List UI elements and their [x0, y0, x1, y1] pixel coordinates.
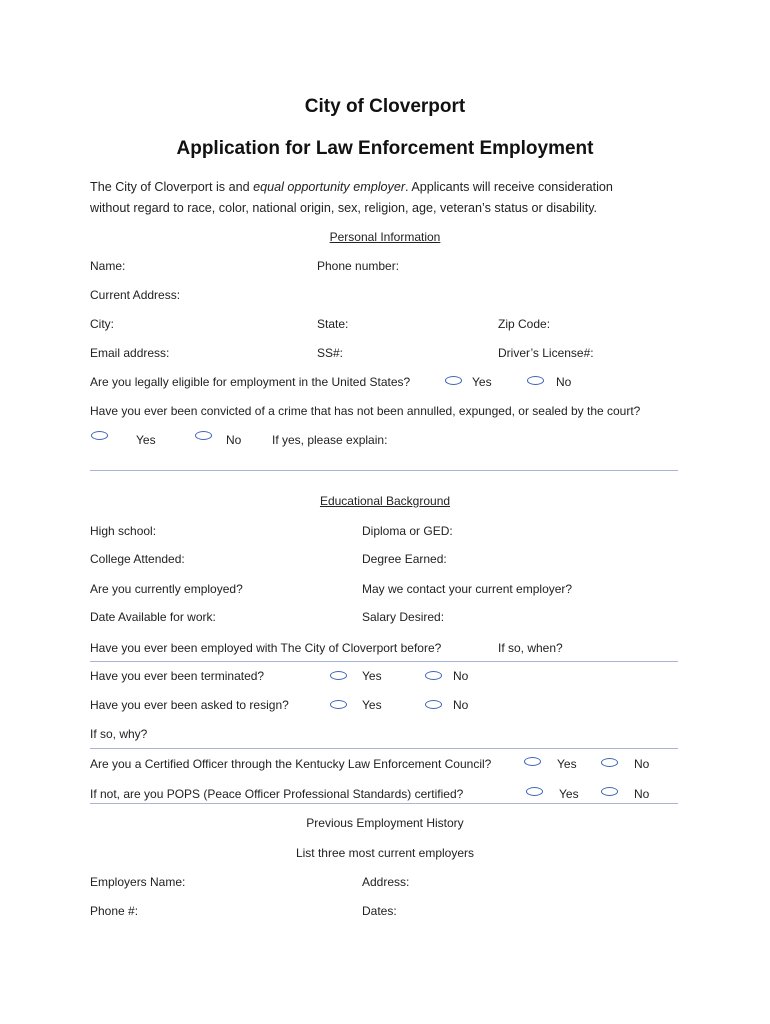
pops-line [90, 803, 678, 804]
state-label: State: [317, 317, 349, 331]
diploma-label: Diploma or GED: [362, 524, 453, 538]
city-title: City of Cloverport [304, 96, 466, 117]
if-why-label: If so, why? [90, 727, 148, 741]
eligible-question: Are you legally eligible for employment in the United States? [90, 375, 411, 389]
explain-line [90, 470, 678, 471]
convicted-yes-radio[interactable] [91, 431, 108, 440]
resign-no-label: No [453, 698, 469, 712]
name-label: Name: [90, 259, 126, 273]
convicted-question: Have you ever been convicted of a crime that has not been annulled, expunged, or sealed by the court? [90, 404, 641, 418]
if-when-label: If so, when? [498, 641, 563, 655]
eligible-no-label: No [556, 375, 572, 389]
convicted-no-label: No [226, 433, 242, 447]
convicted-yes-label: Yes [136, 433, 156, 447]
employer-phone-label: Phone #: [90, 904, 139, 918]
certified-yes-label: Yes [557, 757, 577, 771]
intro-line-2: without regard to race, color, national origin, sex, religion, age, veteran’s status or disability. [90, 201, 598, 215]
employer-address-label: Address: [362, 875, 410, 889]
terminated-no-radio[interactable] [425, 671, 442, 680]
resign-question: Have you ever been asked to resign? [90, 698, 289, 712]
resign-yes-label: Yes [362, 698, 382, 712]
license-label: Driver’s License#: [498, 346, 594, 360]
pops-yes-radio[interactable] [526, 787, 543, 796]
ss-label: SS#: [317, 346, 344, 360]
high-school-label: High school: [90, 524, 157, 538]
pops-no-label: No [634, 787, 650, 801]
convicted-no-radio[interactable] [195, 431, 212, 440]
date-available-label: Date Available for work: [90, 610, 216, 624]
certified-question: Are you a Certified Officer through the Kentucky Law Enforcement Council? [90, 757, 492, 771]
eligible-no-radio[interactable] [527, 376, 544, 385]
certified-yes-radio[interactable] [524, 757, 541, 766]
intro-text-b: . Applicants will receive consideration [405, 180, 613, 194]
intro-emphasis: equal opportunity employer [253, 180, 406, 194]
contact-question: May we contact your current employer? [362, 582, 573, 596]
terminated-yes-radio[interactable] [330, 671, 347, 680]
employer-name-label: Employers Name: [90, 875, 186, 889]
intro-line-1 [90, 177, 690, 198]
eligible-yes-label: Yes [472, 375, 492, 389]
education-heading: Educational Background [319, 494, 451, 508]
eligible-yes-radio[interactable] [445, 376, 462, 385]
resign-yes-radio[interactable] [330, 700, 347, 709]
application-title: Application for Law Enforcement Employment [176, 138, 594, 159]
employed-question: Are you currently employed? [90, 582, 243, 596]
employment-heading: Previous Employment History [306, 816, 464, 830]
employment-subheading: List three most current employers [295, 846, 475, 860]
terminated-question: Have you ever been terminated? [90, 669, 265, 683]
employer-dates-label: Dates: [362, 904, 397, 918]
employed-before-question: Have you ever been employed with The City of Cloverport before? [90, 641, 442, 655]
city-label: City: [90, 317, 114, 331]
terminated-yes-label: Yes [362, 669, 382, 683]
intro-text-a: The City of Cloverport is and [90, 180, 254, 194]
if-why-line [90, 748, 678, 749]
zip-label: Zip Code: [498, 317, 551, 331]
college-label: College Attended: [90, 552, 185, 566]
explain-label: If yes, please explain: [272, 433, 388, 447]
employed-before-line [90, 661, 678, 662]
address-label: Current Address: [90, 288, 181, 302]
terminated-no-label: No [453, 669, 469, 683]
personal-info-heading: Personal Information [329, 230, 441, 244]
certified-no-radio[interactable] [601, 758, 618, 767]
email-label: Email address: [90, 346, 170, 360]
resign-no-radio[interactable] [425, 700, 442, 709]
intro-paragraph [90, 177, 690, 219]
pops-no-radio[interactable] [601, 787, 618, 796]
certified-no-label: No [634, 757, 650, 771]
pops-yes-label: Yes [559, 787, 579, 801]
salary-label: Salary Desired: [362, 610, 445, 624]
phone-label: Phone number: [317, 259, 400, 273]
pops-question: If not, are you POPS (Peace Officer Professional Standards) certified? [90, 787, 464, 801]
degree-label: Degree Earned: [362, 552, 447, 566]
